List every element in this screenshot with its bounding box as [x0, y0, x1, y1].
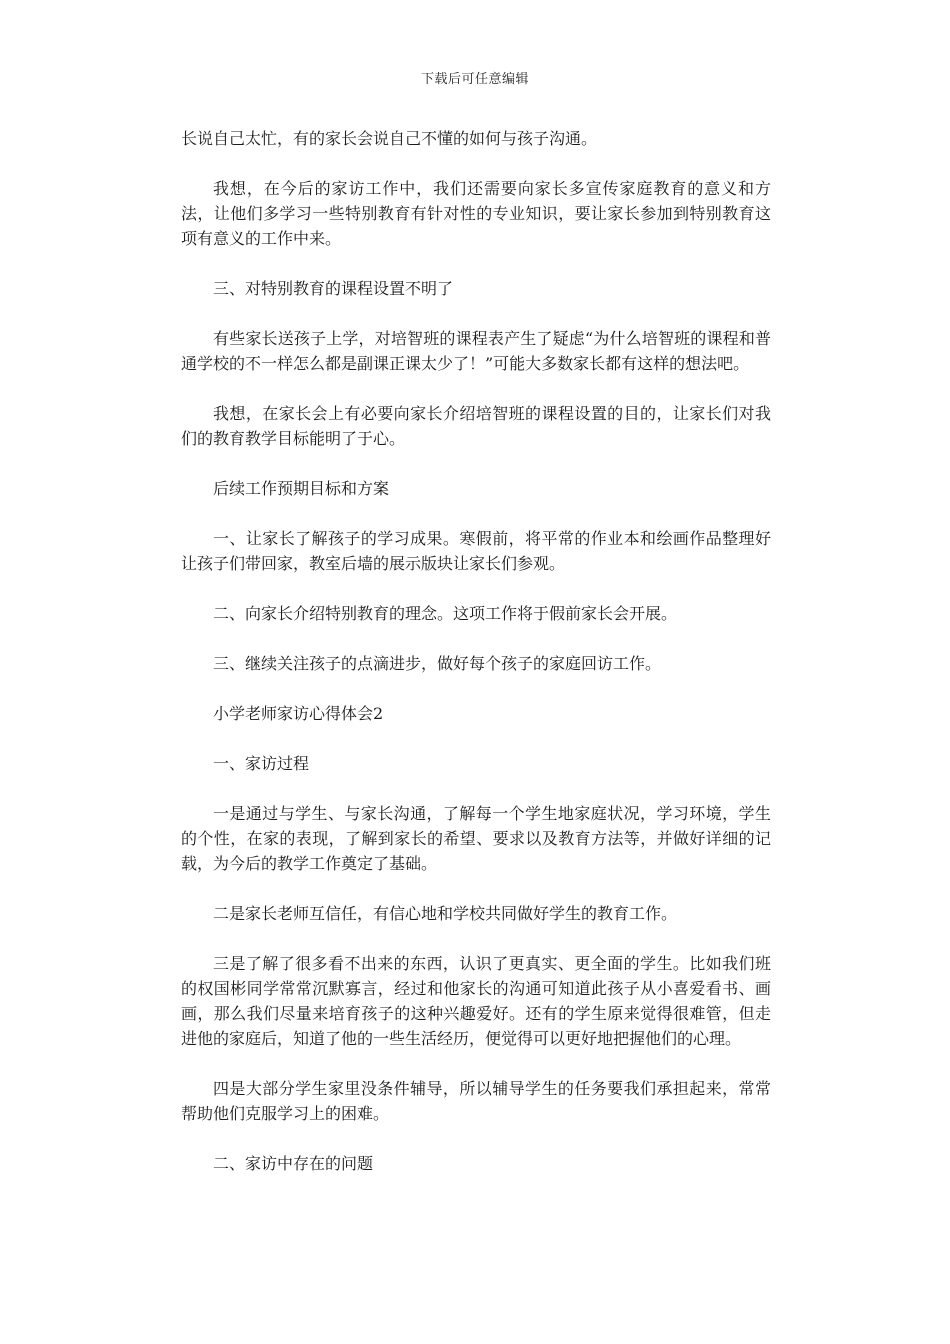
paragraph: 二、向家长介绍特别教育的理念。这项工作将于假前家长会开展。 — [213, 604, 678, 623]
paragraph-continuation: 长说自己太忙，有的家长会说自己不懂的如何与孩子沟通。 — [181, 129, 598, 148]
paragraph: 三是了解了很多看不出来的东西，认识了更真实、更全面的学生。比如我们班的权国彬同学常常沉默寡言，经过和他家长的沟通可知道此孩子从小喜爱看书、画画，那么我们尽量来培育孩子的这种兴趣爱好。还有的学生原来觉得很难管，但走进他的家庭后，知道了他的一些生活经历，便觉得可以更好地把握他们的心理。 — [181, 954, 771, 1048]
section-heading: 二、家访中存在的问题 — [213, 1154, 374, 1173]
section-heading: 一、家访过程 — [213, 754, 310, 773]
section-heading: 后续工作预期目标和方案 — [213, 479, 390, 498]
section-heading: 三、对特别教育的课程设置不明了 — [213, 279, 454, 298]
document-body — [181, 126, 771, 1201]
paragraph: 我想，在家长会上有必要向家长介绍培智班的课程设置的目的，让家长们对我们的教育教学目标能明了于心。 — [181, 404, 771, 448]
paragraph: 三、继续关注孩子的点滴进步，做好每个孩子的家庭回访工作。 — [213, 654, 662, 673]
paragraph: 有些家长送孩子上学，对培智班的课程表产生了疑虑“为什么培智班的课程和普通学校的不一样怎么都是副课正课太少了！”可能大多数家长都有这样的想法吧。 — [181, 329, 771, 373]
paragraph: 二是家长老师互信任，有信心地和学校共同做好学生的教育工作。 — [213, 904, 678, 923]
page-header: 下载后可任意编辑 — [420, 72, 529, 87]
paragraph: 一、让家长了解孩子的学习成果。寒假前，将平常的作业本和绘画作品整理好让孩子们带回家，教室后墙的展示版块让家长们参观。 — [181, 529, 771, 573]
article-title: 小学老师家访心得体会2 — [213, 704, 384, 723]
paragraph: 四是大部分学生家里没条件辅导，所以辅导学生的任务要我们承担起来，常常帮助他们克服学习上的困难。 — [181, 1079, 771, 1123]
paragraph: 一是通过与学生、与家长沟通，了解每一个学生地家庭状况，学习环境，学生的个性，在家的表现，了解到家长的希望、要求以及教育方法等，并做好详细的记载，为今后的教学工作奠定了基础。 — [181, 804, 771, 873]
paragraph: 我想，在今后的家访工作中，我们还需要向家长多宣传家庭教育的意义和方法，让他们多学习一些特别教育有针对性的专业知识，要让家长参加到特别教育这项有意义的工作中来。 — [181, 179, 771, 248]
